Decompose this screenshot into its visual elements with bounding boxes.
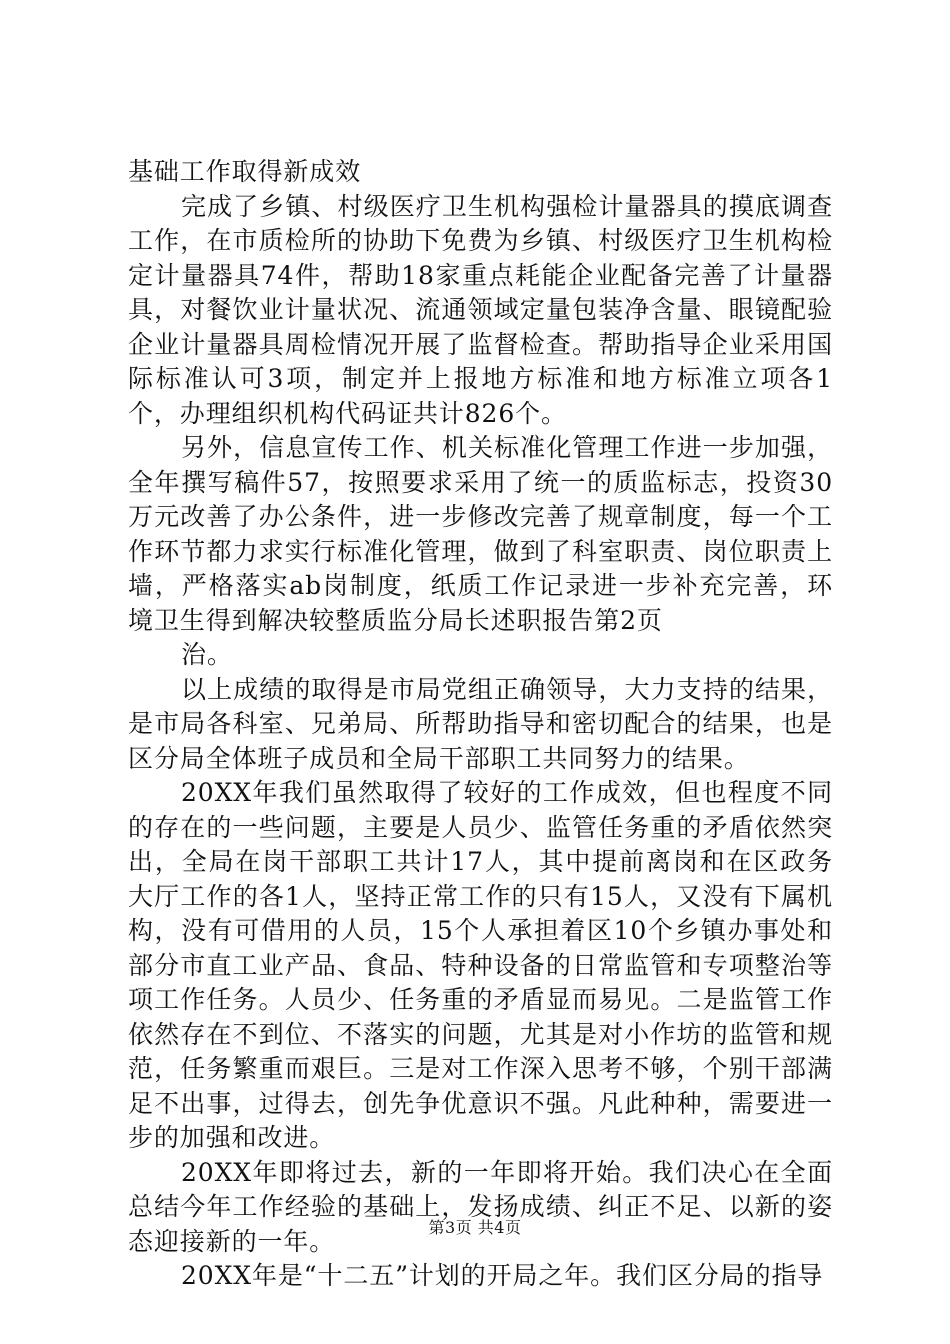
paragraph: 20XX年是“十二五”计划的开局之年。我们区分局的指导 <box>181 1261 824 1290</box>
paragraph: 20XX年即将过去，新的一年即将开始。我们决心在全面总结今年工作经验的基础上，发扬成绩、纠正不足、以新的姿态迎接新的一年。 <box>128 1157 833 1256</box>
document-body <box>128 155 833 1294</box>
page-number-footer: 第3页 共4页 <box>428 1218 522 1237</box>
section-heading: 基础工作取得新成效 <box>128 157 362 186</box>
paragraph: 治。 <box>181 640 233 669</box>
paragraph: 另外，信息宣传工作、机关标准化管理工作进一步加强，全年撰写稿件57，按照要求采用了统一的质监标志，投资30万元改善了办公条件，进一步修改完善了规章制度，每一个工作环节都力求实行标准化管理，做到了科室职责、岗位职责上墙，严格落实ab岗制度，纸质工作记录进一步补充完善，环境卫生得到解决较整质监分局长述职报告第2页 <box>128 433 833 635</box>
paragraph: 以上成绩的取得是市局党组正确领导，大力支持的结果，是市局各科室、兄弟局、所帮助指导和密切配合的结果，也是区分局全体班子成员和全局干部职工共同努力的结果。 <box>128 674 833 773</box>
paragraph: 20XX年我们虽然取得了较好的工作成效，但也程度不同的存在的一些问题，主要是人员少、监管任务重的矛盾依然突出，全局在岗干部职工共计17人，其中提前离岗和在区政务大厅工作的各1人，坚持正常工作的只有15人，又没有下属机构，没有可借用的人员，15个人承担着区10个乡镇办事处和部分市直工业产品、食品、特种设备的日常监管和专项整治等项工作任务。人员少、任务重的矛盾显而易见。二是监管工作依然存在不到位、不落实的问题，尤其是对小作坊的监管和规范，任务繁重而艰巨。三是对工作深入思考不够，个别干部满足不出事，过得去，创先争优意识不强。凡此种种，需要进一步的加强和改进。 <box>128 778 833 1152</box>
paragraph: 完成了乡镇、村级医疗卫生机构强检计量器具的摸底调查工作，在市质检所的协助下免费为乡镇、村级医疗卫生机构检定计量器具74件，帮助18家重点耗能企业配备完善了计量器具，对餐饮业计量状况、流通领域定量包装净含量、眼镜配验企业计量器具周检情况开展了监督检查。帮助指导企业采用国际标准认可3项，制定并上报地方标准和地方标准立项各1个，办理组织机构代码证共计826个。 <box>128 191 833 428</box>
